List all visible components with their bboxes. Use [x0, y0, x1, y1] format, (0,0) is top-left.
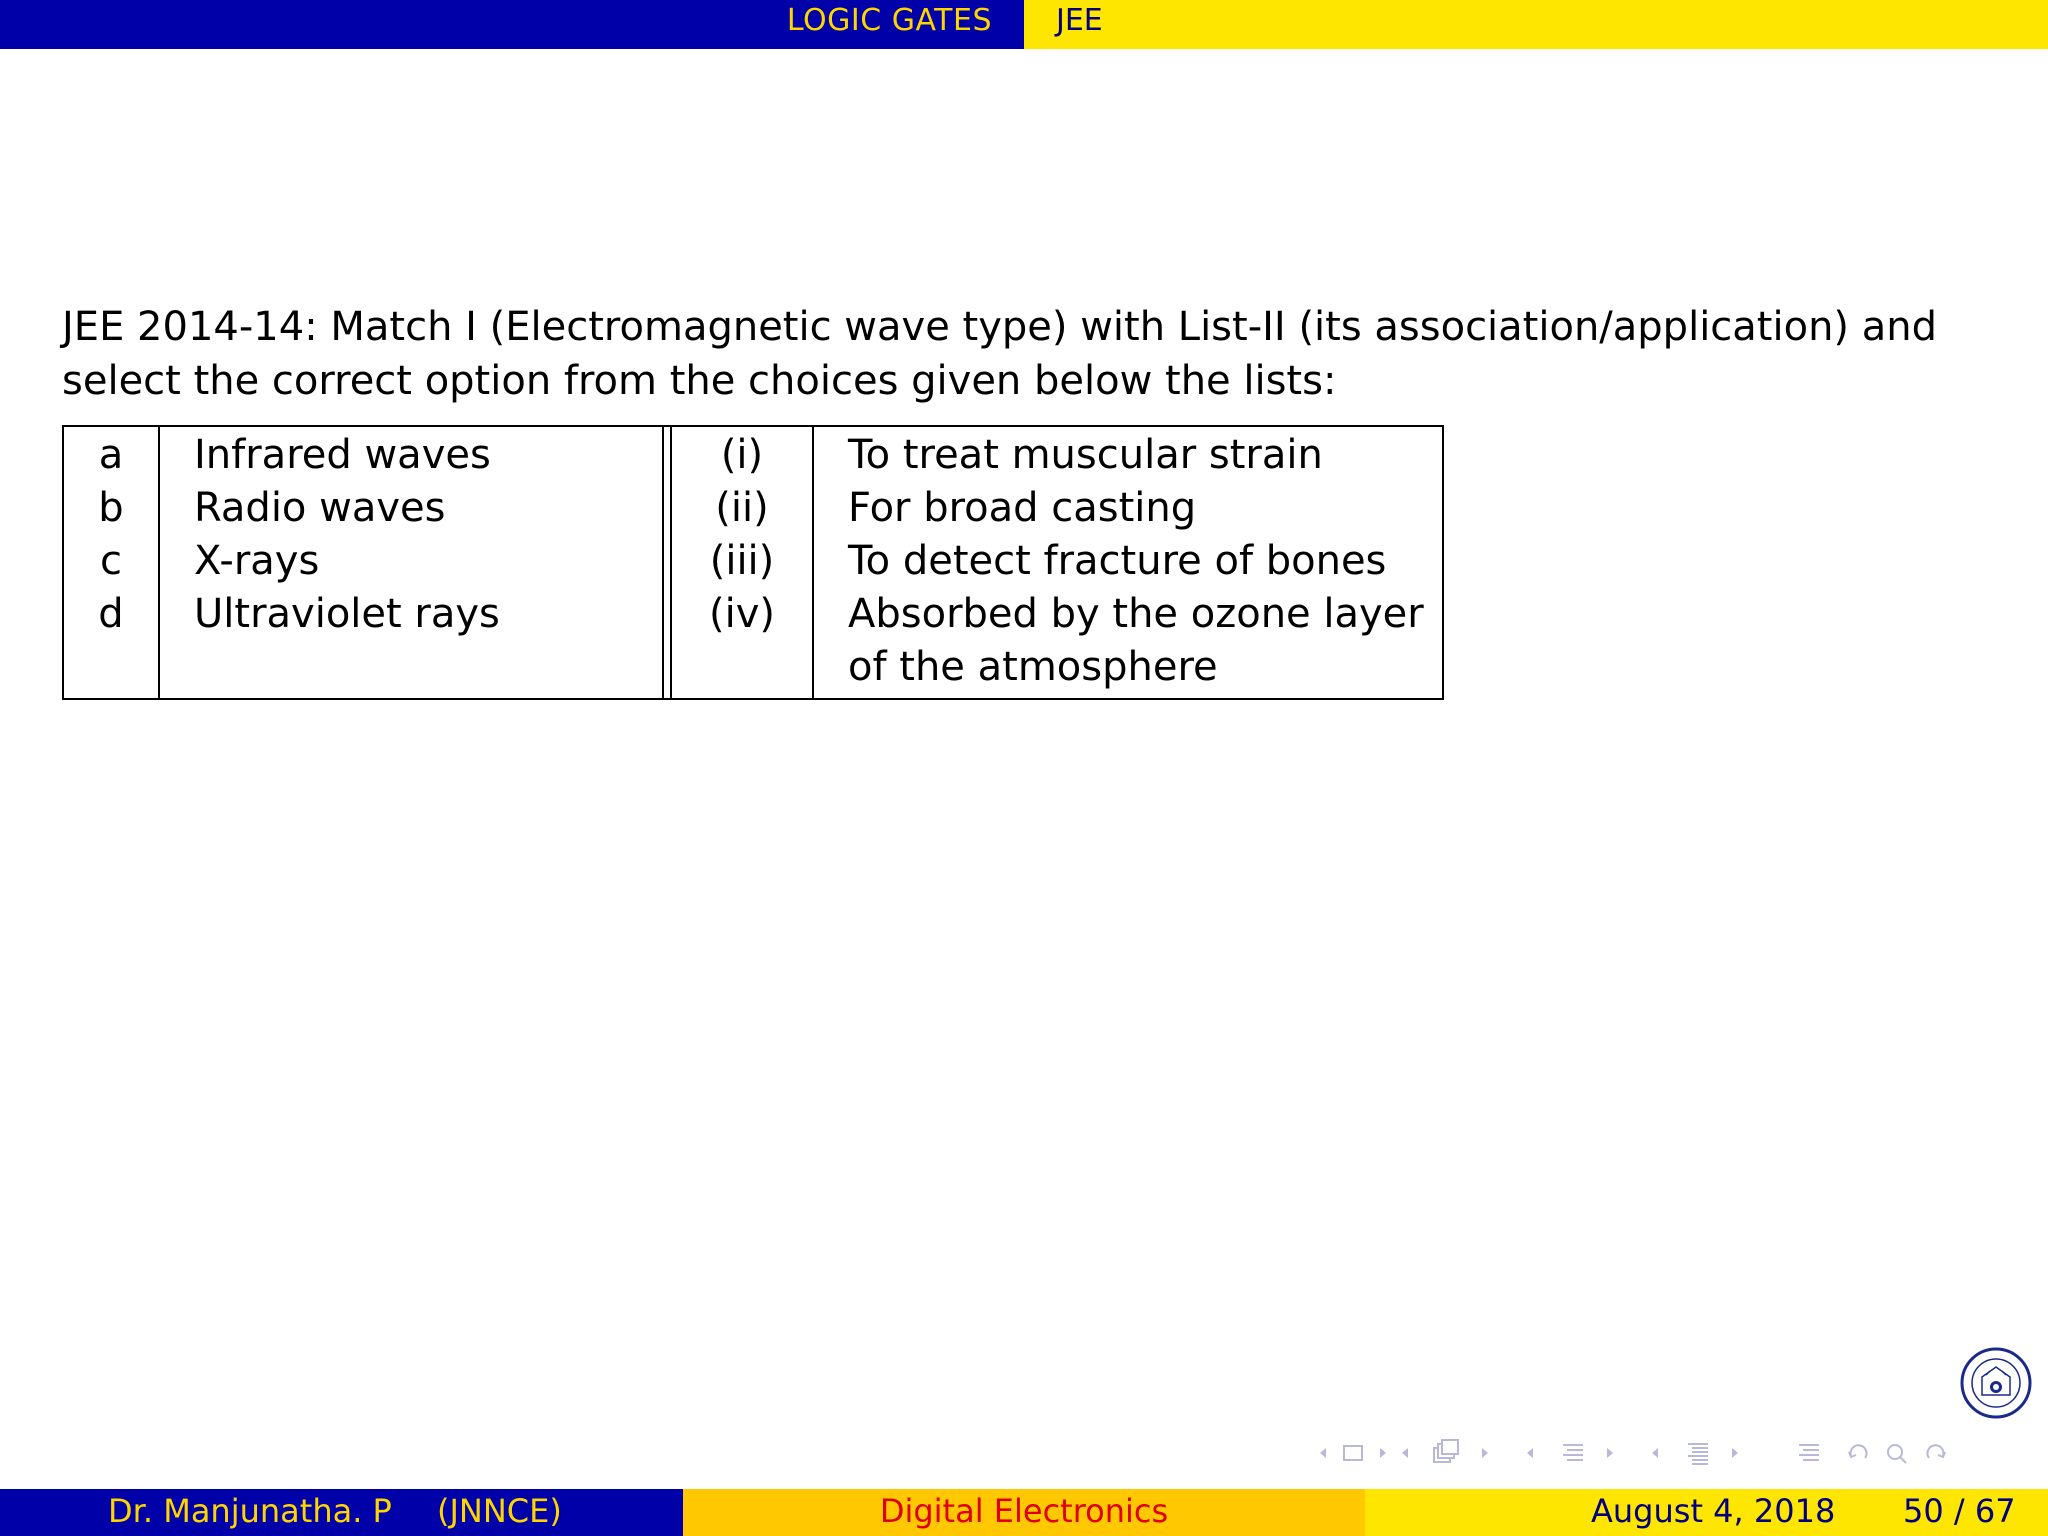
column-divider	[663, 426, 671, 482]
list-two-item: For broad casting	[813, 482, 1443, 535]
footer-bar	[0, 1489, 2048, 1536]
nav-section-icon[interactable]	[1525, 1438, 1650, 1474]
footer-page-number: 50 / 67	[1903, 1492, 2016, 1530]
list-one-letter: a	[63, 426, 159, 482]
list-one-item: Radio waves	[159, 482, 663, 535]
column-divider	[663, 482, 671, 535]
column-divider	[663, 535, 671, 588]
table-row	[63, 588, 1443, 641]
question-text: JEE 2014-14: Match I (Electromagnetic wave type) with List-II (its association/application) and select the correct option from the choices given below the lists:	[62, 304, 1937, 404]
list-two-item: of the atmosphere	[813, 641, 1443, 699]
footer-date: August 4, 2018	[1591, 1492, 1836, 1530]
list-one-letter	[63, 641, 159, 699]
footer-author: Dr. Manjunatha. P	[108, 1492, 392, 1530]
list-two-numeral: (iii)	[671, 535, 813, 588]
list-one-item: Ultraviolet rays	[159, 588, 663, 641]
list-two-numeral: (i)	[671, 426, 813, 482]
list-one-letter: c	[63, 535, 159, 588]
nav-subsection-icon[interactable]	[1400, 1438, 1525, 1474]
table-row	[63, 482, 1443, 535]
header-subsection-area	[1024, 0, 2048, 49]
table-row	[63, 641, 1443, 699]
header-section-area	[0, 0, 1024, 49]
nav-toc-icon[interactable]	[1775, 1438, 1845, 1474]
list-one-item	[159, 641, 663, 699]
match-table	[62, 425, 1444, 700]
table-row	[63, 535, 1443, 588]
footer-title-area	[683, 1489, 1365, 1536]
list-two-numeral: (ii)	[671, 482, 813, 535]
college-logo-icon	[1960, 1347, 2032, 1419]
table-row	[63, 426, 1443, 482]
list-one-letter: b	[63, 482, 159, 535]
beamer-navigation	[1310, 1440, 1955, 1472]
list-one-item: Infrared waves	[159, 426, 663, 482]
list-two-item: To treat muscular strain	[813, 426, 1443, 482]
footer-author-area	[0, 1489, 683, 1536]
header-subsection-title[interactable]: JEE	[1056, 3, 1103, 38]
list-two-numeral	[671, 641, 813, 699]
nav-search-icon[interactable]	[1845, 1438, 1955, 1474]
nav-frame-icon[interactable]	[1310, 1441, 1400, 1471]
list-two-item: To detect fracture of bones	[813, 535, 1443, 588]
header-section-title[interactable]: LOGIC GATES	[786, 3, 992, 38]
footer-date-area	[1365, 1489, 2048, 1536]
footer-course-title: Digital Electronics	[879, 1492, 1169, 1530]
list-one-item: X-rays	[159, 535, 663, 588]
nav-slide-icon[interactable]	[1650, 1438, 1775, 1474]
header-bar	[0, 0, 2048, 49]
list-one-letter: d	[63, 588, 159, 641]
column-divider	[663, 641, 671, 699]
footer-institution: (JNNCE)	[437, 1492, 562, 1530]
column-divider	[663, 588, 671, 641]
list-two-item: Absorbed by the ozone layer	[813, 588, 1443, 641]
list-two-numeral: (iv)	[671, 588, 813, 641]
